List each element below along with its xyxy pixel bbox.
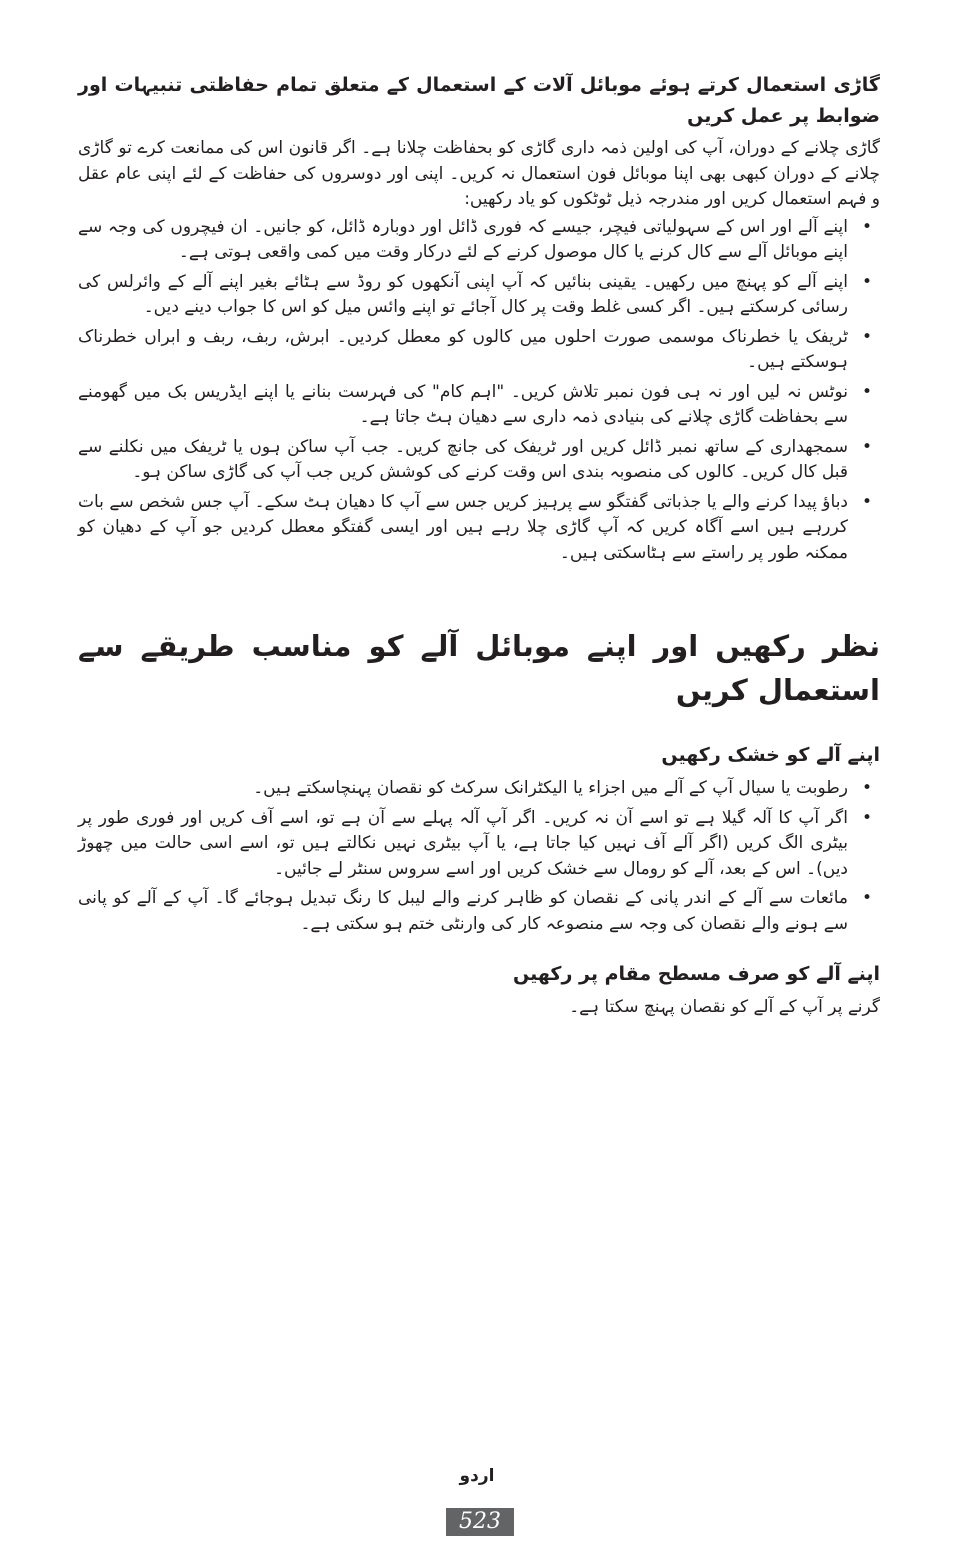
subheading-flat-surface: اپنے آلے کو صرف مسطح مقام پر رکھیں [513,963,880,985]
bullet-icon: • [861,381,872,402]
list-item-text: سمجھداری کے ساتھ نمبر ڈائل کریں اور ٹریفک کی جانچ کریں۔ جب آپ ساکن ہوں یا ٹریفک میں نکلنے سے قبل کال کریں۔ کالوں کی منصوبہ بندی اس وقت کرنے کی کوشش کریں جب آپ کی گاڑی ساکن ہو۔ [78,436,848,482]
flat-surface-text: گرنے پر آپ کے آلے کو نقصان پہنچ سکتا ہے۔ [569,997,880,1017]
list-item-text: اپنے آلے اور اس کے سہولیاتی فیچر، جیسے کہ فوری ڈائل اور دوبارہ ڈائل، کو جانیں۔ ان فیچروں کی وجہ سے اپنے موبائل آلے سے کال کرنے یا کال موصول کرنے کے لئے درکار وقت میں کمی واقعی ہوتی ہے۔ [78,216,848,262]
bullet-icon: • [861,216,872,237]
list-item-text: اپنے آلے کو پہنچ میں رکھیں۔ یقینی بنائیں کہ آپ اپنی آنکھوں کو روڈ سے ہٹائے بغیر اپنے آلے کے وائرلس کی رسائی کرسکتے ہیں۔ اگر کسی غلط وقت پر کال آجائے تو اپنے وائس میل کو اس کا جواب دینے دیں۔ [78,271,848,317]
list-item-text: ٹریفک یا خطرناک موسمی صورت احلوں میں کالوں کو معطل کردیں۔ ابرش، ربف، ربف و ابراں خطرناک ہوسکتے ہیں۔ [78,326,848,372]
list-item [78,325,880,376]
list-item [78,886,880,937]
keep-dry-list [78,776,880,937]
list-item [78,776,880,802]
driving-tips-list [78,215,880,567]
list-item [78,215,880,266]
bullet-icon: • [861,436,872,457]
list-item [78,490,880,567]
list-item-text: رطوبت یا سیال آپ کے آلے میں اجزاء یا الیکٹرانک سرکٹ کو نقصان پہنچاسکتے ہیں۔ [253,778,848,798]
intro-paragraph: گاڑی چلانے کے دوران، آپ کی اولین ذمہ داری گاڑی کو بحفاظت چلانا ہے۔ اگر قانون اس کی ممانعت کرے تو گاڑی چلانے کے دوران کبھی بھی اپنا موبائل فون استعمال نہ کریں۔ اپنی اور دوسروں کی حفاظت کے لئے اپنی عام عقل و فہم استعمال کریں اور مندرجہ ذیل ٹوٹکوں کو یاد رکھیں: [78,138,880,209]
section-heading-driving-safety: گاڑی استعمال کرتے ہوئے موبائل آلات کے استعمال کے متعلق تمام حفاظتی تنبیہات اور ضوابط پر عمل کریں [78,74,880,127]
footer-language-label: اردو [459,1466,495,1486]
list-item-text: نوٹس نہ لیں اور نہ ہی فون نمبر تلاش کریں۔ "اہم کام" کی فہرست بنانے یا اپنے ایڈریس بک میں گھومنے سے بحفاظت گاڑی چلانے کی بنیادی ذمہ داری سے دھیان ہٹ جاتا ہے۔ [78,381,848,427]
list-item [78,806,880,883]
list-item [78,380,880,431]
manual-page-content [78,70,880,1023]
list-item-text: مائعات سے آلے کے اندر پانی کے نقصان کو ظاہر کرنے والے لیبل کا رنگ تبدیل ہوجائے گا۔ آپ کے آلے کو پانی سے ہونے والے نقصان کی وجہ سے منصوعہ کار کی وارنٹی ختم ہو سکتی ہے۔ [78,888,848,934]
list-item-text: دباؤ پیدا کرنے والے یا جذباتی گفتگو سے پرہیز کریں جس سے آپ کا دھیان ہٹ سکے۔ آپ جس شخص سے بات کررہے ہیں اسے آگاہ کریں کہ آپ گاڑی چلا رہے ہیں اور ایسی گفتگو معطل کردیں جو آپ کے دھیان کو ممکنہ طور پر راستے سے ہٹاسکتی ہیں۔ [78,491,848,563]
list-item [78,270,880,321]
subheading-keep-dry: اپنے آلے کو خشک رکھیں [661,744,880,766]
major-heading-device-care: نظر رکھیں اور اپنے موبائل آلے کو مناسب طریقے سے استعمال کریں [78,629,880,707]
bullet-icon: • [861,807,872,828]
bullet-icon: • [861,888,872,908]
bullet-icon: • [861,271,872,292]
bullet-icon: • [861,326,872,347]
list-item-text: اگر آپ کا آلہ گیلا ہے تو اسے آن نہ کریں۔ اگر آپ آلہ پہلے سے آن ہے تو، اسے آف کریں اور فوری طور پر بیٹری الگ کریں (اگر آلے آف نہیں کیا جاتا ہے، یا آپ بیٹری نہیں نکالتے ہیں تو، اسے اسی حالت میں چھوڑ دیں)۔ اس کے بعد، آلے کو رومال سے خشک کریں اور اسے سروس سنٹر لے جائیں۔ [78,807,849,879]
bullet-icon: • [861,491,872,512]
list-item [78,435,880,486]
page-number: 523 [446,1508,514,1536]
bullet-icon: • [861,778,872,798]
